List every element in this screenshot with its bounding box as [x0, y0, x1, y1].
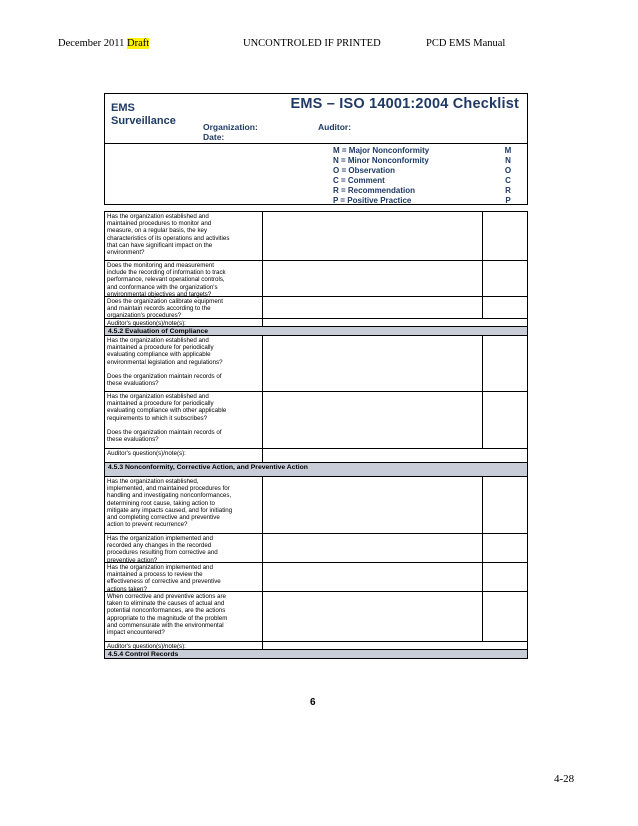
answer-cell[interactable]	[263, 563, 483, 591]
section-heading: 4.5.2 Evaluation of Compliance	[104, 327, 528, 336]
legend-item: C = Comment	[333, 176, 385, 185]
auditor-notes-label: Auditor's question(s)/note(s):	[105, 319, 263, 326]
auditor-notes-row	[104, 449, 528, 463]
rating-cell[interactable]	[483, 563, 527, 591]
legend-letter: C	[505, 176, 511, 185]
rating-cell[interactable]	[483, 336, 527, 391]
auditor-notes-label: Auditor's question(s)/note(s):	[105, 449, 263, 462]
checklist-table	[104, 211, 528, 659]
header-notice: UNCONTROLED IF PRINTED	[243, 38, 381, 49]
question-text: When corrective and preventive actions are taken to eliminate the causes of actual and potential nonconformances, are the actions appropriate to the magnitude of the problem and commensurate with the environmental impact encountered?	[105, 592, 263, 641]
inner-page-number: 6	[310, 697, 316, 708]
question-text: Has the organization implemented and recorded any changes in the recorded procedures resulting from corrective and preventive action?	[105, 534, 263, 562]
question-row	[104, 477, 528, 534]
question-text: Has the organization established and maintained procedures to monitor and measure, on a regular basis, the key characteristics of its operations and activities that can have significant impact on the environment?	[105, 212, 263, 260]
legend-letters	[502, 146, 514, 206]
question-text: Does the organization calibrate equipment and maintain records according to the organization's procedures?	[105, 297, 263, 318]
legend-letter: M	[504, 146, 512, 155]
header-date	[58, 38, 149, 49]
answer-cell[interactable]	[263, 212, 483, 260]
ems-surveillance-label	[111, 102, 176, 128]
question-text: Does the monitoring and measurement include the recording of information to track performance, relevant operational controls, and conformance with the organization's environmental objectives and targets?	[105, 261, 263, 296]
legend-item: M = Major Nonconformity	[333, 146, 430, 155]
draft-highlight: Draft	[127, 38, 150, 49]
header-date-text: December 2011	[58, 38, 125, 49]
rating-legend	[104, 143, 528, 205]
answer-cell[interactable]	[263, 261, 483, 296]
rating-cell[interactable]	[483, 592, 527, 641]
question-text: Has the organization established and maintained a procedure for periodically evaluating compliance with applicable environmental legislation and regulations? Does the organization maintain records of these evaluations?	[105, 336, 263, 391]
footer-page-number: 4-28	[554, 773, 575, 785]
legend-item: P = Positive Practice	[333, 196, 412, 205]
answer-cell[interactable]	[263, 297, 483, 318]
org-date-labels	[203, 122, 258, 142]
legend-letter: O	[504, 166, 512, 175]
form-title-box	[104, 93, 528, 144]
auditor-notes-row	[104, 642, 528, 650]
legend-item: N = Minor Nonconformity	[333, 156, 429, 165]
auditor-notes-row	[104, 319, 528, 327]
date-label: Date:	[203, 132, 225, 142]
section-heading: 4.5.4 Control Records	[104, 650, 528, 659]
organization-label: Organization:	[203, 122, 258, 132]
auditor-notes-label: Auditor's question(s)/note(s):	[105, 642, 263, 649]
rating-cell[interactable]	[483, 477, 527, 533]
ems-label: EMS	[111, 102, 135, 114]
rating-cell[interactable]	[483, 297, 527, 318]
checklist-sheet	[104, 93, 528, 681]
surveillance-label: Surveillance	[111, 115, 176, 127]
legend-item: R = Recommendation	[333, 186, 416, 195]
legend-codes	[333, 146, 429, 206]
rating-cell[interactable]	[483, 392, 527, 448]
question-text: Has the organization implemented and maintained a process to review the effectiveness of corrective and preventive actions taken?	[105, 563, 263, 591]
checklist-title: EMS – ISO 14001:2004 Checklist	[290, 96, 519, 112]
question-row	[104, 261, 528, 297]
question-text: Has the organization established, implemented, and maintained procedures for handling and investigating nonconformances, determining root cause, taking action to mitigate any impacts caused, and for initiating and completing corrective and preventive action to prevent recurrence?	[105, 477, 263, 533]
question-row	[104, 563, 528, 592]
question-row	[104, 392, 528, 449]
legend-letter: P	[505, 196, 511, 205]
answer-cell[interactable]	[263, 449, 527, 462]
answer-cell[interactable]	[263, 534, 483, 562]
answer-cell[interactable]	[263, 319, 527, 326]
legend-letter: N	[505, 156, 511, 165]
legend-letter: R	[505, 186, 511, 195]
answer-cell[interactable]	[263, 336, 483, 391]
auditor-label: Auditor:	[318, 122, 352, 132]
question-text: Has the organization established and maintained a procedure for periodically evaluating compliance with other applicable requirements to which it subscribes? Does the organization maintain records of these evaluations?	[105, 392, 263, 448]
section-heading: 4.5.3 Nonconformity, Corrective Action, and Preventive Action	[104, 463, 528, 477]
question-row	[104, 336, 528, 392]
answer-cell[interactable]	[263, 592, 483, 641]
question-row	[104, 534, 528, 563]
question-row	[104, 297, 528, 319]
answer-cell[interactable]	[263, 642, 527, 649]
legend-item: O = Observation	[333, 166, 396, 175]
rating-cell[interactable]	[483, 534, 527, 562]
answer-cell[interactable]	[263, 392, 483, 448]
header-manual: PCD EMS Manual	[426, 38, 506, 49]
rating-cell[interactable]	[483, 261, 527, 296]
question-row	[104, 592, 528, 642]
rating-cell[interactable]	[483, 212, 527, 260]
answer-cell[interactable]	[263, 477, 483, 533]
question-row	[104, 211, 528, 261]
